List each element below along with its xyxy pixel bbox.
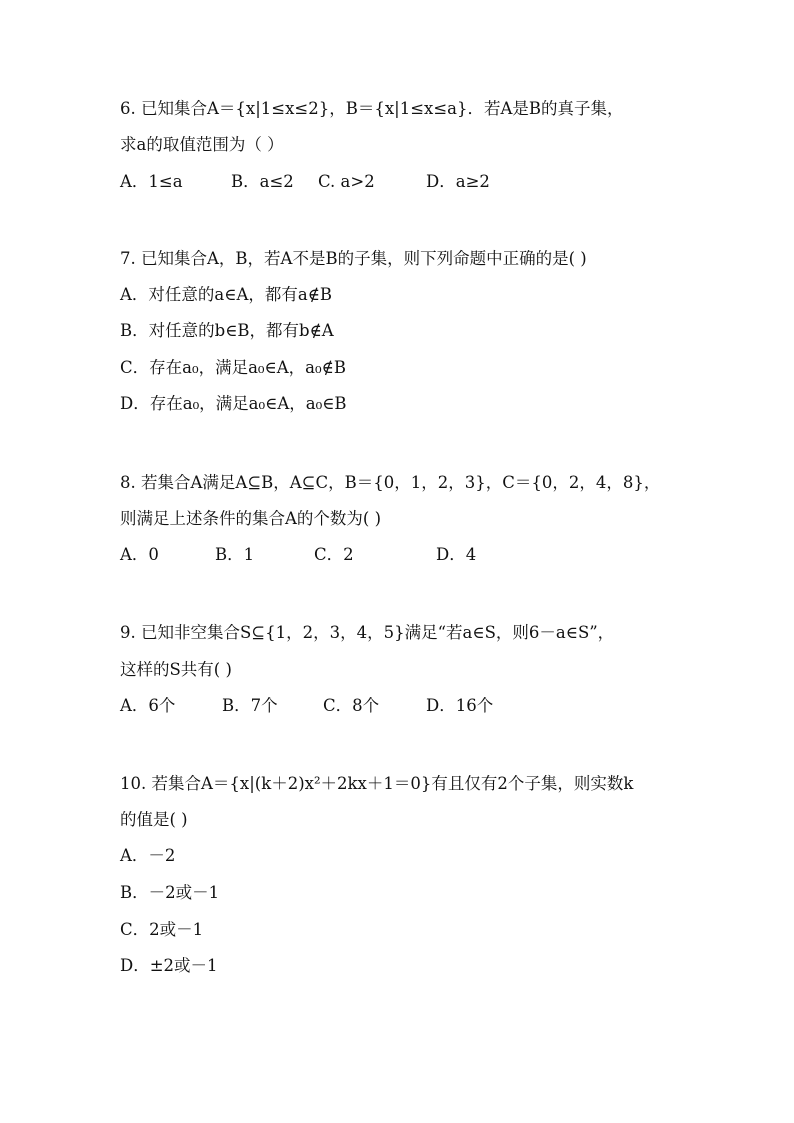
question-8-option-b: B．1 — [215, 545, 255, 564]
question-7-option-c: C．存在a₀，满足a₀∈A，a₀∉B — [120, 358, 346, 377]
question-7-option-d: D．存在a₀，满足a₀∈A，a₀∈B — [120, 394, 347, 413]
question-8-stem-line-2: 则满足上述条件的集合A的个数为( ) — [120, 509, 382, 528]
question-7-stem-line-1: 7. 已知集合A，B，若A不是B的子集，则下列命题中正确的是( ) — [120, 249, 587, 268]
question-8-option-a: A．0 — [120, 545, 159, 564]
question-6-option-b: B．a≤2 — [231, 172, 294, 191]
question-6-option-d: D．a≥2 — [426, 172, 490, 191]
question-6-stem-line-2: 求a的取值范围为（ ） — [120, 135, 284, 154]
question-8-option-c: C．2 — [314, 545, 354, 564]
question-9-option-c: C．8个 — [323, 696, 380, 715]
question-10-stem-line-1: 10. 若集合A＝{x|(k＋2)x²＋2kx＋1＝0}有且仅有2个子集，则实数k — [120, 774, 634, 793]
question-6-option-c: C. a>2 — [318, 172, 375, 191]
question-10-option-d: D．±2或－1 — [120, 956, 218, 975]
question-8-stem-line-1: 8. 若集合A满足A⊆B，A⊆C，B＝{0，1，2，3}，C＝{0，2，4，8}， — [120, 473, 661, 492]
question-10-stem-line-2: 的值是( ) — [120, 810, 188, 829]
question-10-option-b: B．－2或－1 — [120, 883, 220, 902]
question-6-option-a: A．1≤a — [120, 172, 183, 191]
question-9-option-a: A．6个 — [120, 696, 176, 715]
question-9-stem-line-1: 9. 已知非空集合S⊆{1，2，3，4，5}满足“若a∈S，则6－a∈S”， — [120, 623, 615, 642]
question-6-stem-line-1: 6. 已知集合A＝{x|1≤x≤2}，B＝{x|1≤x≤a}．若A是B的真子集， — [120, 99, 624, 118]
question-9-option-b: B．7个 — [222, 696, 278, 715]
question-7-option-b: B．对任意的b∈B，都有b∉A — [120, 321, 334, 340]
question-10-option-c: C．2或－1 — [120, 920, 204, 939]
question-9-option-d: D．16个 — [426, 696, 494, 715]
question-7-option-a: A．对任意的a∈A，都有a∉B — [120, 285, 333, 304]
question-10-option-a: A．－2 — [120, 846, 176, 865]
question-8-option-d: D．4 — [436, 545, 477, 564]
question-9-stem-line-2: 这样的S共有( ) — [120, 660, 232, 679]
